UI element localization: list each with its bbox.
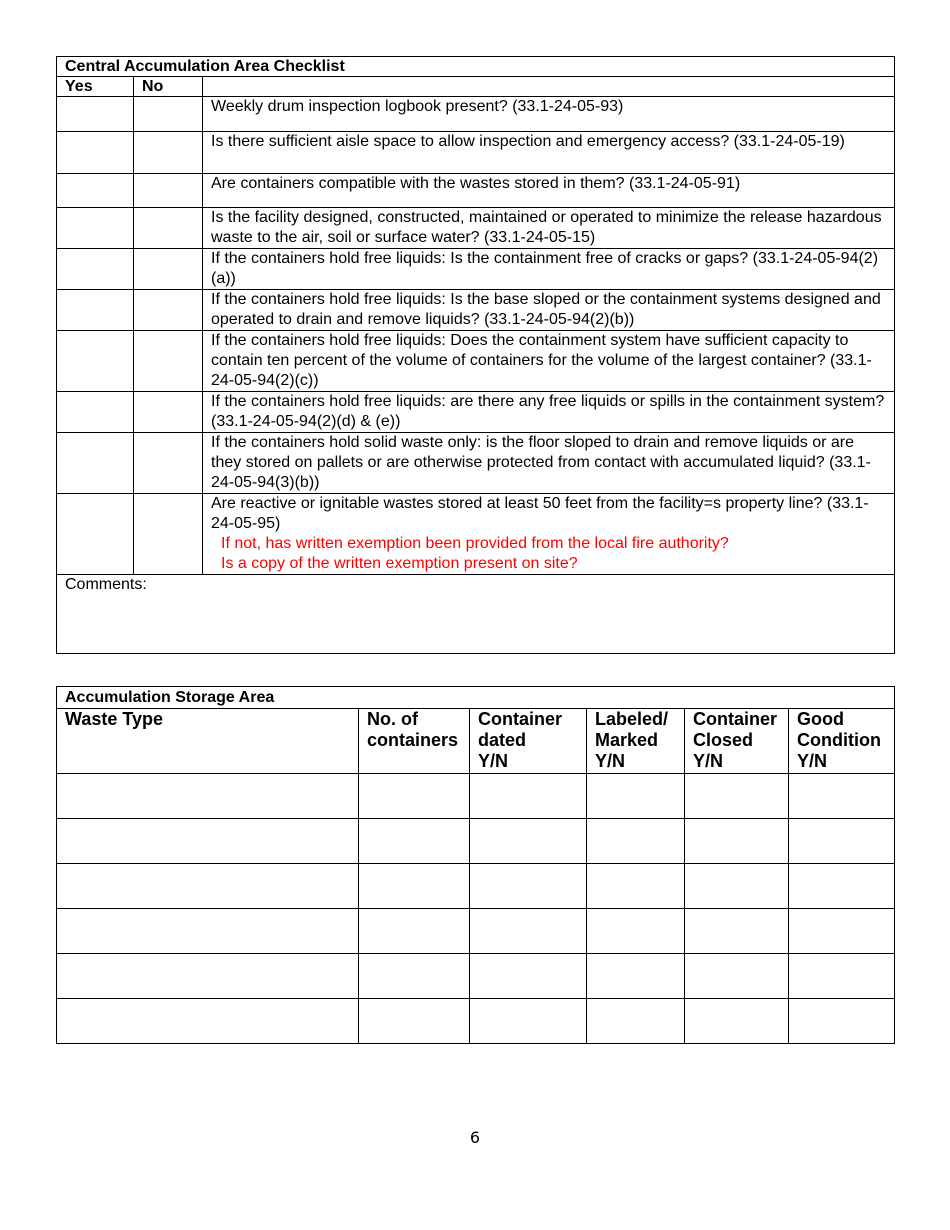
no-containers-cell[interactable] <box>359 954 470 999</box>
no-containers-cell[interactable] <box>359 864 470 909</box>
no-containers-cell[interactable] <box>359 819 470 864</box>
condition-cell[interactable] <box>789 819 895 864</box>
condition-cell[interactable] <box>789 774 895 819</box>
labeled-cell[interactable] <box>587 774 685 819</box>
checklist-row <box>57 290 895 331</box>
dated-label-line3: Y/N <box>478 751 509 771</box>
closed-cell[interactable] <box>685 774 789 819</box>
table-row <box>57 819 895 864</box>
yes-cell[interactable] <box>57 132 134 174</box>
checklist-row <box>57 433 895 494</box>
question-text: If the containers hold free liquids: Does the containment system have sufficient capacity to contain ten percent of the volume of containers for the volume of the largest container? (33.1-24-05-94(2)(c)) <box>203 331 895 392</box>
waste-type-cell[interactable] <box>57 999 359 1044</box>
no-cell[interactable] <box>134 290 203 331</box>
col-yes-header: Yes <box>57 77 134 97</box>
no-containers-cell[interactable] <box>359 909 470 954</box>
container-dated-header <box>470 709 587 774</box>
table-row <box>57 954 895 999</box>
closed-cell[interactable] <box>685 954 789 999</box>
labeled-marked-header <box>587 709 685 774</box>
table-row <box>57 774 895 819</box>
checklist-row <box>57 494 895 575</box>
page-number: 6 <box>469 1128 481 1147</box>
yes-cell[interactable] <box>57 494 134 575</box>
yes-cell[interactable] <box>57 331 134 392</box>
no-cell[interactable] <box>134 208 203 249</box>
checklist-row <box>57 249 895 290</box>
closed-cell[interactable] <box>685 999 789 1044</box>
labeled-cell[interactable] <box>587 909 685 954</box>
no-containers-header <box>359 709 470 774</box>
closed-label-line2: Closed <box>693 730 754 750</box>
closed-cell[interactable] <box>685 909 789 954</box>
dated-label-line1: Container <box>478 709 563 729</box>
no-cell[interactable] <box>134 433 203 494</box>
storage-header-row <box>57 709 895 774</box>
yes-cell[interactable] <box>57 392 134 433</box>
comments-field[interactable] <box>57 575 895 654</box>
good-condition-header <box>789 709 895 774</box>
yes-cell[interactable] <box>57 290 134 331</box>
no-cell[interactable] <box>134 132 203 174</box>
waste-type-cell[interactable] <box>57 954 359 999</box>
condition-cell[interactable] <box>789 954 895 999</box>
labeled-label-line1: Labeled/ <box>595 709 669 729</box>
no-cell[interactable] <box>134 174 203 208</box>
condition-cell[interactable] <box>789 999 895 1044</box>
waste-type-cell[interactable] <box>57 819 359 864</box>
yes-cell[interactable] <box>57 97 134 132</box>
condition-cell[interactable] <box>789 864 895 909</box>
checklist-title-row <box>57 57 895 77</box>
yes-cell[interactable] <box>57 249 134 290</box>
no-containers-cell[interactable] <box>359 774 470 819</box>
table-row <box>57 864 895 909</box>
condition-label-line1: Good <box>797 709 844 729</box>
yes-cell[interactable] <box>57 174 134 208</box>
no-cell[interactable] <box>134 249 203 290</box>
condition-cell[interactable] <box>789 909 895 954</box>
waste-type-cell[interactable] <box>57 909 359 954</box>
checklist-row <box>57 132 895 174</box>
storage-title: Accumulation Storage Area <box>57 687 895 709</box>
question-text: If the containers hold free liquids: Is the base sloped or the containment systems designed and operated to drain and remove liquids? (33.1-24-05-94(2)(b)) <box>203 290 895 331</box>
condition-label-line2: Condition <box>797 730 881 750</box>
yes-cell[interactable] <box>57 208 134 249</box>
waste-type-cell[interactable] <box>57 774 359 819</box>
dated-cell[interactable] <box>470 954 587 999</box>
closed-cell[interactable] <box>685 864 789 909</box>
dated-cell[interactable] <box>470 819 587 864</box>
comments-row <box>57 575 895 654</box>
question-text: Are containers compatible with the wastes stored in them? (33.1-24-05-91) <box>203 174 895 208</box>
dated-cell[interactable] <box>470 909 587 954</box>
container-closed-header <box>685 709 789 774</box>
exemption-question: If not, has written exemption been provided from the local fire authority? <box>221 535 729 552</box>
col-no-header: No <box>134 77 203 97</box>
checklist-row <box>57 174 895 208</box>
question-text: Is the facility designed, constructed, maintained or operated to minimize the release hazardous waste to the air, soil or surface water? (33.1-24-05-15) <box>203 208 895 249</box>
question-cell <box>203 494 895 575</box>
question-text: If the containers hold free liquids: Is the containment free of cracks or gaps? (33.1-24-05-94(2)(a)) <box>203 249 895 290</box>
exemption-copy-question: Is a copy of the written exemption present on site? <box>221 555 578 572</box>
no-containers-cell[interactable] <box>359 999 470 1044</box>
labeled-cell[interactable] <box>587 999 685 1044</box>
closed-label-line3: Y/N <box>693 751 724 771</box>
condition-label-line3: Y/N <box>797 751 828 771</box>
storage-title-row <box>57 687 895 709</box>
table-row <box>57 999 895 1044</box>
checklist-row <box>57 331 895 392</box>
central-accumulation-checklist <box>56 56 895 654</box>
no-containers-label-line2: containers <box>367 730 459 750</box>
waste-type-header <box>57 709 359 774</box>
no-cell[interactable] <box>134 494 203 575</box>
comments-label: Comments: <box>65 576 147 593</box>
checklist-header-row <box>57 77 895 97</box>
checklist-row <box>57 392 895 433</box>
waste-type-cell[interactable] <box>57 864 359 909</box>
checklist-title: Central Accumulation Area Checklist <box>57 57 895 77</box>
checklist-row <box>57 97 895 132</box>
labeled-label-line2: Marked <box>595 730 659 750</box>
labeled-cell[interactable] <box>587 819 685 864</box>
labeled-label-line3: Y/N <box>595 751 626 771</box>
dated-cell[interactable] <box>470 999 587 1044</box>
question-text: Is there sufficient aisle space to allow inspection and emergency access? (33.1-24-05-19) <box>203 132 895 174</box>
labeled-cell[interactable] <box>587 864 685 909</box>
accumulation-storage-table <box>56 686 895 1044</box>
yes-cell[interactable] <box>57 433 134 494</box>
question-text: Are reactive or ignitable wastes stored at least 50 feet from the facility=s property line? (33.1-24-05-95) <box>211 495 869 532</box>
dated-cell[interactable] <box>470 864 587 909</box>
question-text: Weekly drum inspection logbook present? (33.1-24-05-93) <box>203 97 895 132</box>
question-text: If the containers hold solid waste only: is the floor sloped to drain and remove liquids or are they stored on pallets or are otherwise protected from contact with accumulated liquid? (33.1-24-05-94(3)(b)) <box>203 433 895 494</box>
no-cell[interactable] <box>134 392 203 433</box>
dated-cell[interactable] <box>470 774 587 819</box>
no-cell[interactable] <box>134 97 203 132</box>
col-question-header <box>203 77 895 97</box>
waste-type-label: Waste Type <box>65 709 164 729</box>
no-cell[interactable] <box>134 331 203 392</box>
dated-label-line2: dated <box>478 730 527 750</box>
table-row <box>57 909 895 954</box>
checklist-row <box>57 208 895 249</box>
question-text: If the containers hold free liquids: are there any free liquids or spills in the containment system? (33.1-24-05-94(2)(d) & (e)) <box>203 392 895 433</box>
closed-label-line1: Container <box>693 709 778 729</box>
closed-cell[interactable] <box>685 819 789 864</box>
no-containers-label-line1: No. of <box>367 709 418 729</box>
labeled-cell[interactable] <box>587 954 685 999</box>
